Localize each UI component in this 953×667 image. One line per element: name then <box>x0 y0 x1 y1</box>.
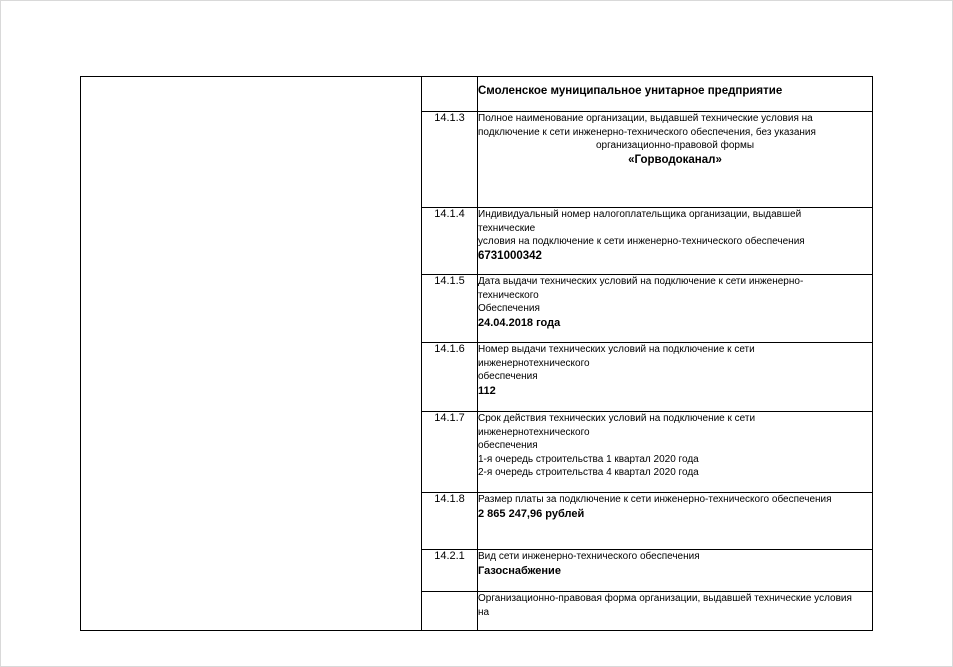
text-line: «Горводоканал» <box>628 153 722 166</box>
row-text <box>478 493 873 550</box>
row-number: 14.1.8 <box>422 493 478 550</box>
text-line: технического <box>478 289 539 301</box>
row-number: 14.1.4 <box>422 208 478 275</box>
text-line: 112 <box>478 384 496 397</box>
row-text <box>478 343 873 412</box>
row-number <box>422 77 478 112</box>
text-line: Индивидуальный номер налогоплательщика организации, выдавшей <box>478 209 802 220</box>
text-line: подключение к сети инженерно-технического обеспечения, без указания <box>478 126 816 138</box>
row-text <box>478 208 873 275</box>
text-line: Организационно-правовая форма организации, выдавшей технические условия <box>478 593 852 604</box>
document-table-body <box>81 77 873 631</box>
row-text <box>478 112 873 208</box>
text-line: Полное наименование организации, выдавшей технические условия на <box>478 113 813 124</box>
row-number: 14.1.7 <box>422 412 478 493</box>
row-text <box>478 412 873 493</box>
row-number: 14.1.5 <box>422 275 478 343</box>
left-empty-cell <box>81 77 422 631</box>
document-table <box>80 76 873 631</box>
row-text <box>478 275 873 343</box>
table-row <box>81 77 873 112</box>
text-line: обеспечения <box>478 371 538 382</box>
text-line: инженернотехнического <box>478 426 590 438</box>
text-line: 6731000342 <box>478 249 542 262</box>
row-text <box>478 77 873 112</box>
text-line: обеспечения <box>478 440 538 451</box>
row-text <box>478 592 873 631</box>
text-line: Газоснабжение <box>478 564 561 577</box>
row-text <box>478 550 873 592</box>
text-line: инженернотехнического <box>478 357 590 369</box>
text-line: Смоленское муниципальное унитарное предприятие <box>478 85 783 97</box>
text-line: Дата выдачи технических условий на подключение к сети инженерно- <box>478 276 804 287</box>
text-line: 1-я очередь строительства 1 квартал 2020 года <box>478 453 699 465</box>
row-number: 14.2.1 <box>422 550 478 592</box>
text-line: условия на подключение к сети инженерно-технического обеспечения <box>478 236 805 247</box>
text-line: Размер платы за подключение к сети инженерно-технического обеспечения <box>478 494 832 505</box>
row-number: 14.1.6 <box>422 343 478 412</box>
text-line: Номер выдачи технических условий на подключение к сети <box>478 344 755 355</box>
text-line: организационно-правовой формы <box>595 140 755 151</box>
text-line: 2-я очередь строительства 4 квартал 2020 года <box>478 467 699 478</box>
text-line: 2 865 247,96 рублей <box>478 507 585 520</box>
text-line: Срок действия технических условий на подключение к сети <box>478 413 756 424</box>
text-line: Вид сети инженерно-технического обеспечения <box>478 551 700 562</box>
text-line: технические <box>478 222 536 234</box>
text-line: на <box>478 606 490 618</box>
row-number: 14.1.3 <box>422 112 478 208</box>
text-line: Обеспечения <box>478 303 540 314</box>
text-line: 24.04.2018 года <box>478 316 561 329</box>
row-number <box>422 592 478 631</box>
